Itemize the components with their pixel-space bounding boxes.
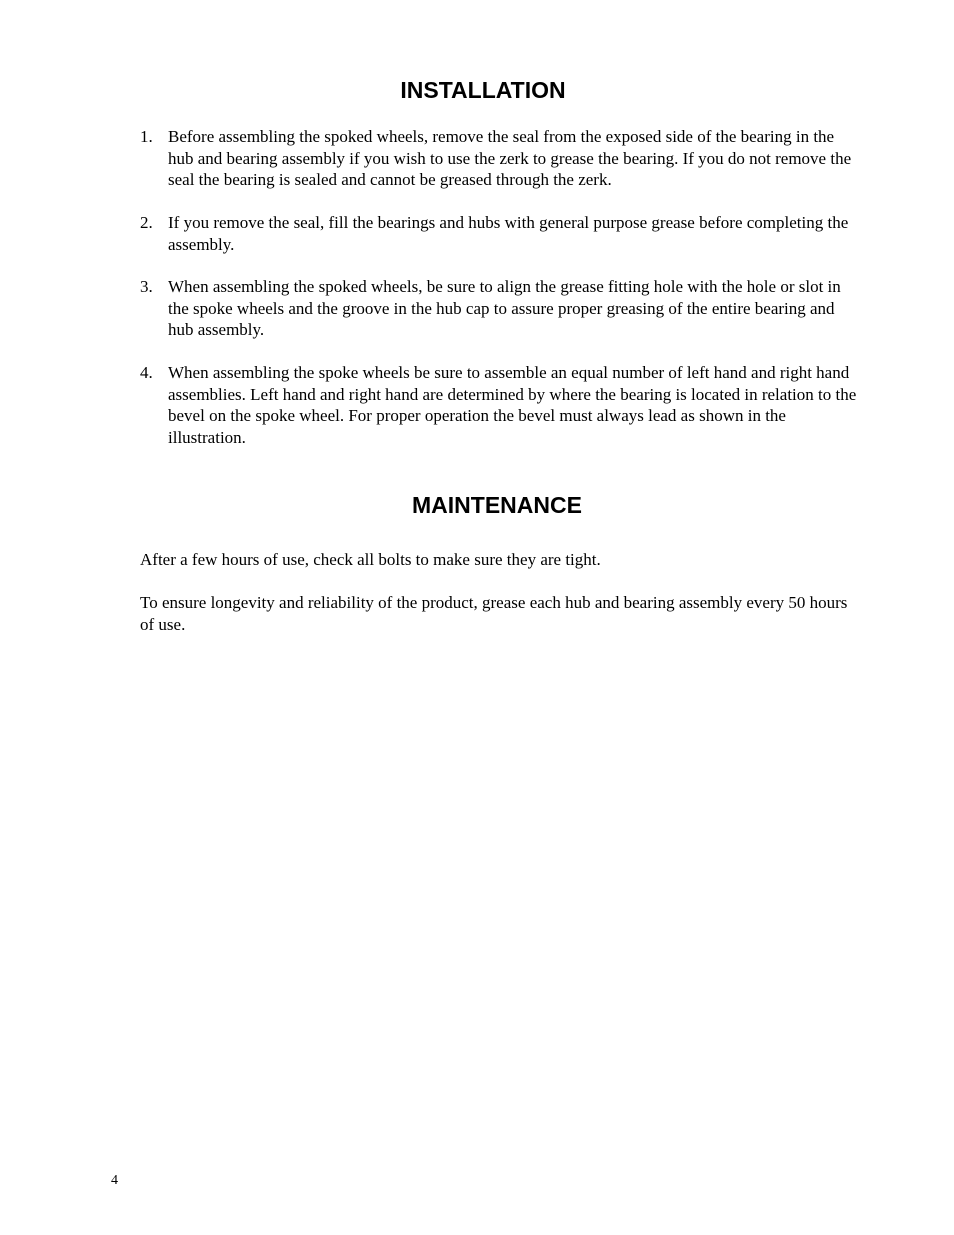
step-number: 1. bbox=[140, 127, 153, 146]
step-text: Before assembling the spoked wheels, remove the seal from the exposed side of the bearing in the hub and bearing assembly if you wish to use the zerk to grease the bearing. If you do not remove the seal the bearing is sealed and cannot be greased through the zerk. bbox=[168, 127, 852, 190]
maintenance-paragraph-bolts: After a few hours of use, check all bolts to make sure they are tight. bbox=[140, 550, 601, 569]
step-text: When assembling the spoke wheels be sure to assemble an equal number of left hand and right hand assemblies. Left hand and right hand are determined by where the bearing is located in relation to the bevel on the spoke wheel. For proper operation the bevel must always lead as shown in the illustration. bbox=[168, 363, 857, 447]
maintenance-heading: MAINTENANCE bbox=[412, 492, 582, 518]
step-text: If you remove the seal, fill the bearings and hubs with general purpose grease before completing the assembly. bbox=[168, 213, 849, 254]
installation-step-1 bbox=[140, 126, 860, 191]
installation-step-3 bbox=[140, 276, 860, 341]
installation-step-2 bbox=[140, 212, 860, 255]
page-number: 4 bbox=[111, 1173, 118, 1188]
maintenance-paragraph-grease: To ensure longevity and reliability of the product, grease each hub and bearing assembly every 50 hours of use. bbox=[140, 593, 848, 634]
step-number: 4. bbox=[140, 363, 153, 382]
installation-step-4 bbox=[140, 362, 860, 448]
step-number: 2. bbox=[140, 213, 153, 232]
installation-heading: INSTALLATION bbox=[400, 77, 566, 103]
step-number: 3. bbox=[140, 277, 153, 296]
step-text: When assembling the spoked wheels, be sure to align the grease fitting hole with the hole or slot in the spoke wheels and the groove in the hub cap to assure proper greasing of the entire bearing and hub assembly. bbox=[168, 277, 841, 340]
